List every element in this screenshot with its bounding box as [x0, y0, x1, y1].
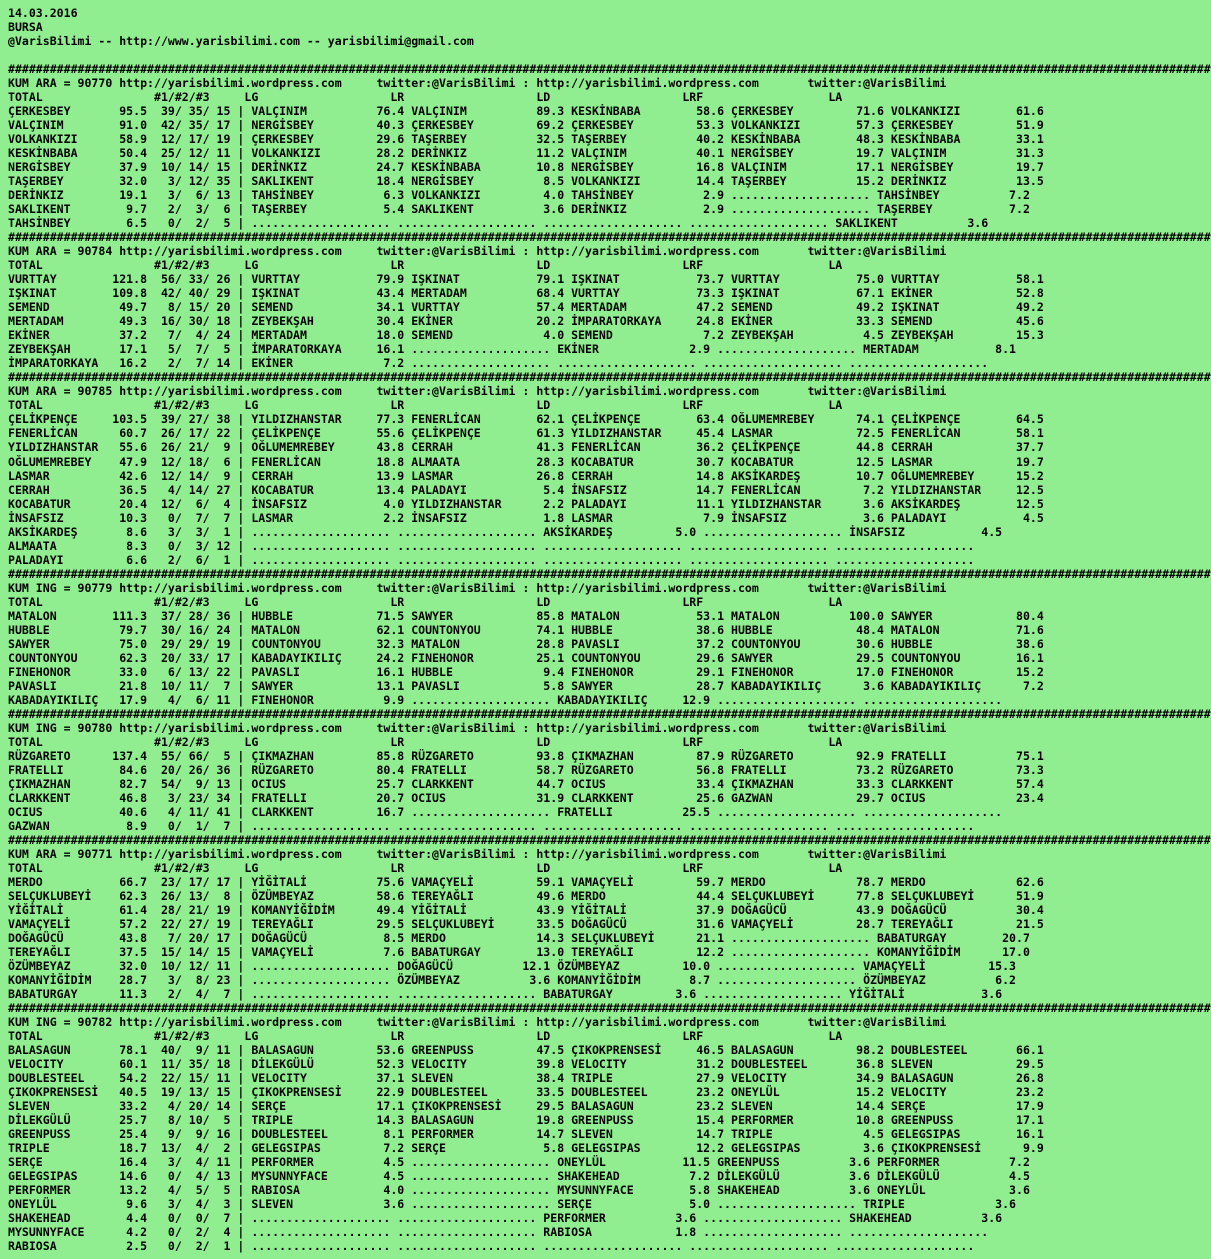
race-row: İNSAFSIZ 10.3 0/ 7/ 7 | LASMAR 2.2 İNSAFSIZ 1.8 LASMAR 7.9 İNSAFSIZ 3.6 PALADAYI 4.5	[8, 510, 1044, 525]
race-row: CERRAH 36.5 4/ 14/ 27 | KOCABATUR 13.4 PALADAYI 5.4 İNSAFSIZ 14.7 FENERLİCAN 7.2 YILDIZHANSTAR 12.5	[8, 482, 1044, 497]
race-row: FENERLİCAN 60.7 26/ 17/ 22 | ÇELİKPENÇE 55.6 ÇELİKPENÇE 61.3 YILDIZHANSTAR 45.4 LASMAR 72.5 FENERLİCAN 58.1	[8, 426, 1044, 441]
race-row: SHAKEHEAD 4.4 0/ 0/ 7 | .................... .................... PERFORMER 3.6 .................... SHAKEHEAD 3.6	[8, 1211, 1003, 1226]
race-row: VALÇINIM 91.0 42/ 35/ 17 | NERGİSBEY 40.3 ÇERKESBEY 69.2 ÇERKESBEY 53.3 VOLKANKIZI 57.3 ÇERKESBEY 51.9	[8, 118, 1044, 133]
race-row: DOUBLESTEEL 54.2 22/ 15/ 11 | VELOCITY 37.1 SLEVEN 38.4 TRIPLE 27.9 VELOCITY 34.9 BALASAGUN 26.8	[8, 1071, 1044, 1086]
race-row: COUNTONYOU 62.3 20/ 33/ 17 | KABADAYIKILIÇ 24.2 FINEHONOR 25.1 COUNTONYOU 29.6 SAWYER 29.5 COUNTONYOU 16.1	[8, 650, 1044, 665]
separator-line: #############################################################################################################################################################################	[8, 706, 1211, 721]
race-block	[8, 230, 1211, 371]
blank-line	[8, 48, 1072, 62]
column-headers: TOTAL #1/#2/#3 LG LR LD LRF LA	[8, 594, 843, 609]
race-row: MERTADAM 49.3 16/ 30/ 18 | ZEYBEKŞAH 30.4 EKİNER 20.2 İMPARATORKAYA 24.8 EKİNER 33.3 SEMEND 45.6	[8, 314, 1044, 329]
race-row: TAHSİNBEY 6.5 0/ 2/ 5 | .................... .................... .................... .................... SAKLIKENT 3.6	[8, 216, 989, 231]
race-row: IŞKINAT 109.8 42/ 40/ 29 | IŞKINAT 43.4 MERTADAM 68.4 VURTTAY 73.3 IŞKINAT 67.1 EKİNER 52.8	[8, 286, 1044, 301]
race-header: KUM ING = 90780 http://yarisbilimi.wordpress.com twitter:@VarisBilimi : http://yarisbilimi.wordpress.com twitter:@VarisBilimi	[8, 720, 947, 735]
race-header: KUM ARA = 90771 http://yarisbilimi.wordpress.com twitter:@VarisBilimi : http://yarisbilimi.wordpress.com twitter:@VarisBilimi	[8, 846, 947, 861]
race-row: SAWYER 75.0 29/ 29/ 19 | COUNTONYOU 32.3 MATALON 28.8 PAVASLI 37.2 COUNTONYOU 30.6 HUBBLE 38.6	[8, 636, 1044, 651]
column-headers: TOTAL #1/#2/#3 LG LR LD LRF LA	[8, 1029, 843, 1044]
race-row: SERÇE 16.4 3/ 4/ 11 | PERFORMER 4.5 .................... ONEYLÜL 11.5 GREENPUSS 3.6 PERFORMER 7.2	[8, 1155, 1030, 1170]
race-row: GELEGSIPAS 14.6 0/ 4/ 13 | MYSUNNYFACE 4.5 .................... SHAKEHEAD 7.2 DİLEKGÜLÜ 3.6 DİLEKGÜLÜ 4.5	[8, 1169, 1030, 1184]
race-row: AKSİKARDEŞ 8.6 3/ 3/ 1 | .................... .................... AKSİKARDEŞ 5.0 .................... İNSAFSIZ 4.5	[8, 524, 1003, 539]
race-row: BABATURGAY 11.3 2/ 4/ 7 | .................... .................... BABATURGAY 3.6 .................... YİĞİTALİ 3.6	[8, 987, 1003, 1002]
race-row: GAZWAN 8.9 0/ 1/ 7 | .................... .................... .................... .................... ....................	[8, 818, 975, 833]
race-row: MATALON 111.3 37/ 28/ 36 | HUBBLE 71.5 SAWYER 85.8 MATALON 53.1 MATALON 100.0 SAWYER 80.4	[8, 608, 1044, 623]
column-headers: TOTAL #1/#2/#3 LG LR LD LRF LA	[8, 258, 843, 273]
race-row: ÇIKOKPRENSESİ 40.5 19/ 13/ 15 | ÇIKOKPRENSESİ 22.9 DOUBLESTEEL 33.5 DOUBLESTEEL 23.2 ONEYLÜL 15.2 VELOCITY 23.2	[8, 1085, 1044, 1100]
race-row: KOMANYİĞİDİM 28.7 3/ 8/ 23 | .................... ÖZÜMBEYAZ 3.6 KOMANYİĞİDİM 8.7 .................... ÖZÜMBEYAZ 6.2	[8, 973, 1017, 988]
separator-line: #############################################################################################################################################################################	[8, 832, 1211, 847]
race-row: ÇERKESBEY 95.5 39/ 35/ 15 | VALÇINIM 76.4 VALÇINIM 89.3 KESKİNBABA 58.6 ÇERKESBEY 71.6 VOLKANKIZI 61.6	[8, 104, 1044, 119]
race-row: VAMAÇYELİ 57.2 22/ 27/ 19 | TEREYAĞLI 29.5 SELÇUKLUBEYİ 33.5 DOĞAGÜCÜ 31.6 VAMAÇYELİ 28.7 TEREYAĞLI 21.5	[8, 917, 1044, 932]
race-row: VOLKANKIZI 58.9 12/ 17/ 19 | ÇERKESBEY 29.6 TAŞERBEY 32.5 TAŞERBEY 40.2 KESKİNBABA 48.3 KESKİNBABA 33.1	[8, 132, 1044, 147]
race-row: ALMAATA 8.3 0/ 3/ 12 | .................... .................... .................... .................... ....................	[8, 538, 975, 553]
race-row: OĞLUMEMREBEY 47.9 12/ 18/ 6 | FENERLİCAN 18.8 ALMAATA 28.3 KOCABATUR 30.7 KOCABATUR 12.5 LASMAR 19.7	[8, 454, 1044, 469]
race-row: ÖZÜMBEYAZ 32.0 10/ 12/ 11 | .................... DOĞAGÜCÜ 12.1 ÖZÜMBEYAZ 10.0 .................... VAMAÇYELİ 15.3	[8, 959, 1017, 974]
race-row: VURTTAY 121.8 56/ 33/ 26 | VURTTAY 79.9 IŞKINAT 79.1 IŞKINAT 73.7 VURTTAY 75.0 VURTTAY 58.1	[8, 272, 1044, 287]
race-row: NERGİSBEY 37.9 10/ 14/ 15 | DERİNKIZ 24.7 KESKİNBABA 10.8 NERGİSBEY 16.8 VALÇINIM 17.1 NERGİSBEY 19.7	[8, 160, 1044, 175]
race-row: İMPARATORKAYA 16.2 2/ 7/ 14 | EKİNER 7.2 .................... .................... .................... ....................	[8, 356, 989, 371]
race-row: TAŞERBEY 32.0 3/ 12/ 35 | SAKLIKENT 18.4 NERGİSBEY 8.5 VOLKANKIZI 14.4 TAŞERBEY 15.2 DERİNKIZ 13.5	[8, 174, 1044, 189]
race-block	[8, 370, 1211, 567]
race-row: DİLEKGÜLÜ 25.7 8/ 10/ 5 | TRIPLE 14.3 BALASAGUN 19.8 GREENPUSS 15.4 PERFORMER 10.8 GREENPUSS 17.1	[8, 1113, 1044, 1128]
race-block	[8, 566, 1211, 707]
column-headers: TOTAL #1/#2/#3 LG LR LD LRF LA	[8, 398, 843, 413]
race-row: ZEYBEKŞAH 17.1 5/ 7/ 5 | İMPARATORKAYA 16.1 .................... EKİNER 2.9 .................... MERTADAM 8.1	[8, 342, 1017, 357]
race-header: KUM ING = 90782 http://yarisbilimi.wordpress.com twitter:@VarisBilimi : http://yarisbilimi.wordpress.com twitter:@VarisBilimi	[8, 1015, 947, 1030]
race-row: ONEYLÜL 9.6 3/ 4/ 3 | SLEVEN 3.6 .................... SERÇE 5.0 .................... TRIPLE 3.6	[8, 1197, 1017, 1212]
race-header: KUM ARA = 90785 http://yarisbilimi.wordpress.com twitter:@VarisBilimi : http://yarisbilimi.wordpress.com twitter:@VarisBilimi	[8, 384, 947, 399]
report-contact: @VarisBilimi -- http://www.yarisbilimi.com -- yarisbilimi@gmail.com	[8, 34, 474, 49]
race-block	[8, 832, 1211, 1002]
race-row: CLARKKENT 46.8 3/ 23/ 34 | FRATELLI 20.7 OCIUS 31.9 CLARKKENT 25.6 GAZWAN 29.7 OCIUS 23.4	[8, 790, 1044, 805]
race-row: EKİNER 37.2 7/ 4/ 24 | MERTADAM 18.0 SEMEND 4.0 SEMEND 7.2 ZEYBEKŞAH 4.5 ZEYBEKŞAH 15.3	[8, 328, 1044, 343]
report-city: BURSA	[8, 20, 43, 35]
race-row: KESKİNBABA 50.4 25/ 12/ 11 | VOLKANKIZI 28.2 DERİNKIZ 11.2 VALÇINIM 40.1 NERGİSBEY 19.7 VALÇINIM 31.3	[8, 146, 1044, 161]
report-date: 14.03.2016	[8, 6, 78, 20]
race-row: KOCABATUR 20.4 12/ 6/ 4 | İNSAFSIZ 4.0 YILDIZHANSTAR 2.2 PALADAYI 11.1 YILDIZHANSTAR 3.6 AKSİKARDEŞ 12.5	[8, 496, 1044, 511]
column-headers: TOTAL #1/#2/#3 LG LR LD LRF LA	[8, 860, 843, 875]
race-row: LASMAR 42.6 12/ 14/ 9 | CERRAH 13.9 LASMAR 26.8 CERRAH 14.8 AKSİKARDEŞ 10.7 OĞLUMEMREBEY 15.2	[8, 468, 1044, 483]
race-row: ÇIKMAZHAN 82.7 54/ 9/ 13 | OCIUS 25.7 CLARKKENT 44.7 OCIUS 33.4 ÇIKMAZHAN 33.3 CLARKKENT 57.4	[8, 776, 1044, 791]
race-row: PAVASLI 21.8 10/ 11/ 7 | SAWYER 13.1 PAVASLI 5.8 SAWYER 28.7 KABADAYIKILIÇ 3.6 KABADAYIKILIÇ 7.2	[8, 678, 1044, 693]
race-row: TEREYAĞLI 37.5 15/ 14/ 15 | VAMAÇYELİ 7.6 BABATURGAY 13.0 TEREYAĞLI 12.2 .................... KOMANYİĞİDİM 17.0	[8, 945, 1030, 960]
race-block	[8, 1001, 1211, 1254]
race-row: TRIPLE 18.7 13/ 4/ 2 | GELEGSIPAS 7.2 SERÇE 5.8 GELEGSIPAS 12.2 GELEGSIPAS 3.6 ÇIKOKPRENSESİ 9.9	[8, 1141, 1044, 1156]
separator-line: #############################################################################################################################################################################	[8, 230, 1211, 245]
race-block	[8, 62, 1211, 231]
race-row: GREENPUSS 25.4 9/ 9/ 16 | DOUBLESTEEL 8.1 PERFORMER 14.7 SLEVEN 14.7 TRIPLE 4.5 GELEGSIPAS 16.1	[8, 1127, 1044, 1142]
race-row: MERDO 66.7 23/ 17/ 17 | YİĞİTALİ 75.6 VAMAÇYELİ 59.1 VAMAÇYELİ 59.7 MERDO 78.7 MERDO 62.6	[8, 874, 1044, 889]
race-row: OCIUS 40.6 4/ 11/ 41 | CLARKKENT 16.7 .................... FRATELLI 25.5 .................... ....................	[8, 804, 1003, 819]
race-row: RABIOSA 2.5 0/ 2/ 1 | .................... .................... .................... .................... ....................	[8, 1239, 975, 1254]
race-row: SEMEND 49.7 8/ 15/ 20 | SEMEND 34.1 VURTTAY 57.4 MERTADAM 47.2 SEMEND 49.2 IŞKINAT 49.2	[8, 300, 1044, 315]
race-row: FRATELLI 84.6 20/ 26/ 36 | RÜZGARETO 80.4 FRATELLI 58.7 RÜZGARETO 56.8 FRATELLI 73.2 RÜZGARETO 73.3	[8, 762, 1044, 777]
separator-line: #############################################################################################################################################################################	[8, 1001, 1211, 1016]
race-row: SELÇUKLUBEYİ 62.3 26/ 13/ 8 | ÖZÜMBEYAZ 58.6 TEREYAĞLI 49.6 MERDO 44.4 SELÇUKLUBEYİ 77.8 SELÇUKLUBEYİ 51.9	[8, 888, 1044, 903]
race-row: PALADAYI 6.6 2/ 6/ 1 | .................... .................... .................... .................... ....................	[8, 552, 975, 567]
race-row: PERFORMER 13.2 4/ 5/ 5 | RABIOSA 4.0 .................... MYSUNNYFACE 5.8 SHAKEHEAD 3.6 ONEYLÜL 3.6	[8, 1183, 1030, 1198]
race-block	[8, 706, 1211, 833]
race-row: ÇELİKPENÇE 103.5 39/ 27/ 38 | YILDIZHANSTAR 77.3 FENERLİCAN 62.1 ÇELİKPENÇE 63.4 OĞLUMEMREBEY 74.1 ÇELİKPENÇE 64.5	[8, 412, 1044, 427]
race-row: FINEHONOR 33.0 6/ 13/ 22 | PAVASLI 16.1 HUBBLE 9.4 FINEHONOR 29.1 FINEHONOR 17.0 FINEHONOR 15.2	[8, 664, 1044, 679]
race-row: HUBBLE 79.7 30/ 16/ 24 | MATALON 62.1 COUNTONYOU 74.1 HUBBLE 38.6 HUBBLE 48.4 MATALON 71.6	[8, 622, 1044, 637]
race-row: YILDIZHANSTAR 55.6 26/ 21/ 9 | OĞLUMEMREBEY 43.8 CERRAH 41.3 FENERLİCAN 36.2 ÇELİKPENÇE 44.8 CERRAH 37.7	[8, 440, 1044, 455]
column-headers: TOTAL #1/#2/#3 LG LR LD LRF LA	[8, 734, 843, 749]
race-header: KUM ARA = 90784 http://yarisbilimi.wordpress.com twitter:@VarisBilimi : http://yarisbilimi.wordpress.com twitter:@VarisBilimi	[8, 244, 947, 259]
race-row: DOĞAGÜCÜ 43.8 7/ 20/ 17 | DOĞAGÜCÜ 8.5 MERDO 14.3 SELÇUKLUBEYİ 21.1 .................... BABATURGAY 20.7	[8, 931, 1030, 946]
race-row: RÜZGARETO 137.4 55/ 66/ 5 | ÇIKMAZHAN 85.8 RÜZGARETO 93.8 ÇIKMAZHAN 87.9 RÜZGARETO 92.9 FRATELLI 75.1	[8, 748, 1044, 763]
separator-line: #############################################################################################################################################################################	[8, 370, 1211, 385]
race-row: BALASAGUN 78.1 40/ 9/ 11 | BALASAGUN 53.6 GREENPUSS 47.5 ÇIKOKPRENSESİ 46.5 BALASAGUN 98.2 DOUBLESTEEL 66.1	[8, 1043, 1044, 1058]
race-row: MYSUNNYFACE 4.2 0/ 2/ 4 | .................... .................... RABIOSA 1.8 .................... ....................	[8, 1225, 989, 1240]
separator-line: #############################################################################################################################################################################	[8, 566, 1211, 581]
race-row: SLEVEN 33.2 4/ 20/ 14 | SERÇE 17.1 ÇIKOKPRENSESİ 29.5 BALASAGUN 23.2 SLEVEN 14.4 SERÇE 17.9	[8, 1099, 1044, 1114]
separator-line: #############################################################################################################################################################################	[8, 62, 1211, 77]
race-row: SAKLIKENT 9.7 2/ 3/ 6 | TAŞERBEY 5.4 SAKLIKENT 3.6 DERİNKIZ 2.9 .................... TAŞERBEY 7.2	[8, 202, 1030, 217]
race-row: KABADAYIKILIÇ 17.9 4/ 6/ 11 | FINEHONOR 9.9 .................... KABADAYIKILIÇ 12.9 .................... ....................	[8, 692, 1003, 707]
race-header: KUM ING = 90779 http://yarisbilimi.wordpress.com twitter:@VarisBilimi : http://yarisbilimi.wordpress.com twitter:@VarisBilimi	[8, 580, 947, 595]
race-header: KUM ARA = 90770 http://yarisbilimi.wordpress.com twitter:@VarisBilimi : http://yarisbilimi.wordpress.com twitter:@VarisBilimi	[8, 76, 947, 91]
races-container	[8, 62, 1211, 1254]
race-row: VELOCITY 60.1 11/ 35/ 18 | DİLEKGÜLÜ 52.3 VELOCITY 39.8 VELOCITY 31.2 DOUBLESTEEL 36.8 SLEVEN 29.5	[8, 1057, 1044, 1072]
column-headers: TOTAL #1/#2/#3 LG LR LD LRF LA	[8, 90, 843, 105]
race-row: YİĞİTALİ 61.4 28/ 21/ 19 | KOMANYİĞİDİM 49.4 YİĞİTALİ 43.9 YİĞİTALİ 37.9 DOĞAGÜCÜ 43.9 DOĞAGÜCÜ 30.4	[8, 903, 1044, 917]
race-row: DERİNKIZ 19.1 3/ 6/ 13 | TAHSİNBEY 6.3 VOLKANKIZI 4.0 TAHSİNBEY 2.9 .................... TAHSİNBEY 7.2	[8, 188, 1030, 203]
